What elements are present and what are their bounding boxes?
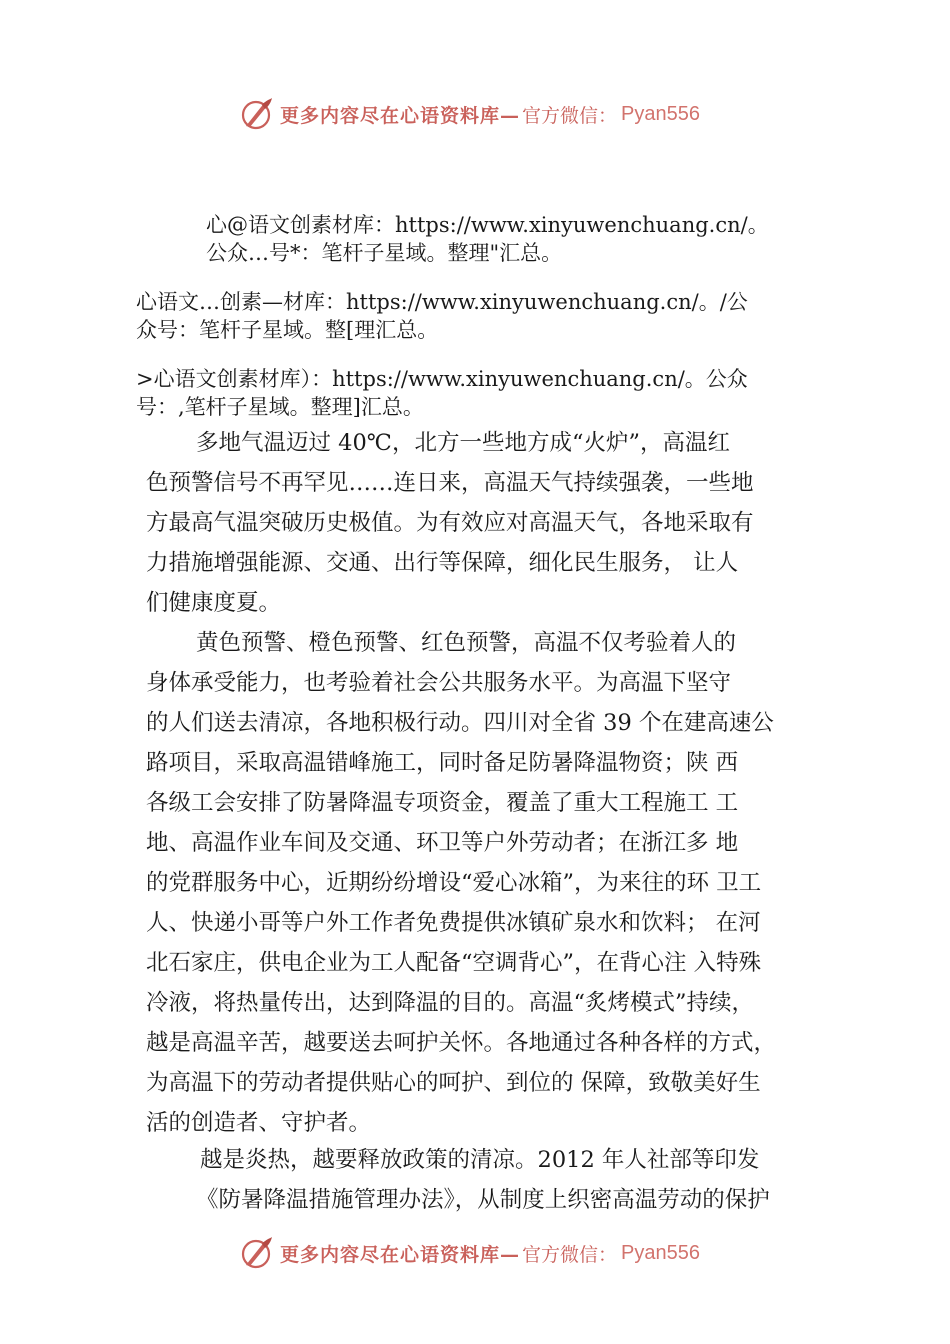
footer-wechat-id: Pyan556 (621, 1241, 700, 1264)
body-line: 黄色预警、橙色预警、红色预警，高温不仅考验着人的 (196, 630, 737, 656)
body-line: 多地气温迈过 40℃，北方一些地方成“火炉”，高温红 (196, 430, 730, 456)
body-line: 路项目，采取高温错峰施工，同时备足防暑降温物资；陕 西 (146, 750, 739, 776)
body-line: 北石家庄，供电企业为工人配备“空调背心”，在背心注 入特殊 (146, 950, 762, 976)
body-line: 各级工会安排了防暑降温专项资金，覆盖了重大工程施工 工 (146, 790, 739, 816)
footer-wechat-label: 官方微信： (522, 1243, 618, 1266)
body-line: 地、高温作业车间及交通、环卫等户外劳动者；在浙江多 地 (146, 830, 739, 856)
body-line: 的人们送去清凉，各地积极行动。四川对全省 39 个在建高速公 (146, 710, 774, 736)
body-line: 人、快递小哥等户外工作者免费提供冰镇矿泉水和饮料； 在河 (146, 910, 761, 936)
body-line: 冷液，将热量传出，达到降温的目的。高温“炙烤模式”持续， (146, 990, 755, 1016)
header-wechat-label: 官方微信： (522, 104, 618, 127)
body-line: 方最高气温突破历史极值。为有效应对高温天气，各地采取有 (146, 510, 754, 536)
body-line: 力措施增强能源、交通、出行等保障，细化民生服务， 让人 (146, 550, 739, 576)
body-line: 们健康度夏。 (146, 590, 282, 616)
body-line: 色预警信号不再罕见……连日来，高温天气持续强袭，一些地 (146, 470, 754, 496)
quill-pen-icon (238, 96, 274, 132)
intro-line: 心语文…创素—材库：https://www.xinyuwenchuang.cn/。/公 (136, 290, 748, 314)
intro-line: 号：,笔杆子星域。整理]汇总。 (136, 395, 424, 419)
intro-line: 众号：笔杆子星域。整[理汇总。 (136, 318, 439, 342)
intro-line: >心语文创素材库）：https://www.xinyuwenchuang.cn/。公众 (136, 367, 748, 391)
header-wechat-id: Pyan556 (621, 102, 700, 125)
body-line: 《防暑降温措施管理办法》，从制度上织密高温劳动的保护 (196, 1187, 770, 1213)
footer-watermark (238, 1233, 700, 1273)
header-site-text: 更多内容尽在心语资料库— (280, 104, 521, 127)
body-line: 越是炎热，越要释放政策的清凉。2012 年人社部等印发 (200, 1147, 760, 1173)
body-line: 越是高温辛苦，越要送去呵护关怀。各地通过各种各样的方式， (146, 1030, 777, 1056)
body-line: 为高温下的劳动者提供贴心的呵护、到位的 保障，致敬美好生 (146, 1070, 761, 1096)
quill-pen-icon (238, 1235, 274, 1271)
body-line: 身体承受能力，也考验着社会公共服务水平。为高温下坚守 (146, 670, 732, 696)
footer-site-text: 更多内容尽在心语资料库— (280, 1243, 521, 1266)
intro-line: 心@语文创素材库：https://www.xinyuwenchuang.cn/。 (206, 213, 769, 237)
intro-line: 公众…号*：笔杆子星域。整理"汇总。 (206, 241, 563, 265)
body-line: 的党群服务中心，近期纷纷增设“爱心冰箱”，为来往的环 卫工 (146, 870, 762, 896)
body-line: 活的创造者、守护者。 (146, 1110, 372, 1136)
header-watermark (238, 94, 700, 134)
